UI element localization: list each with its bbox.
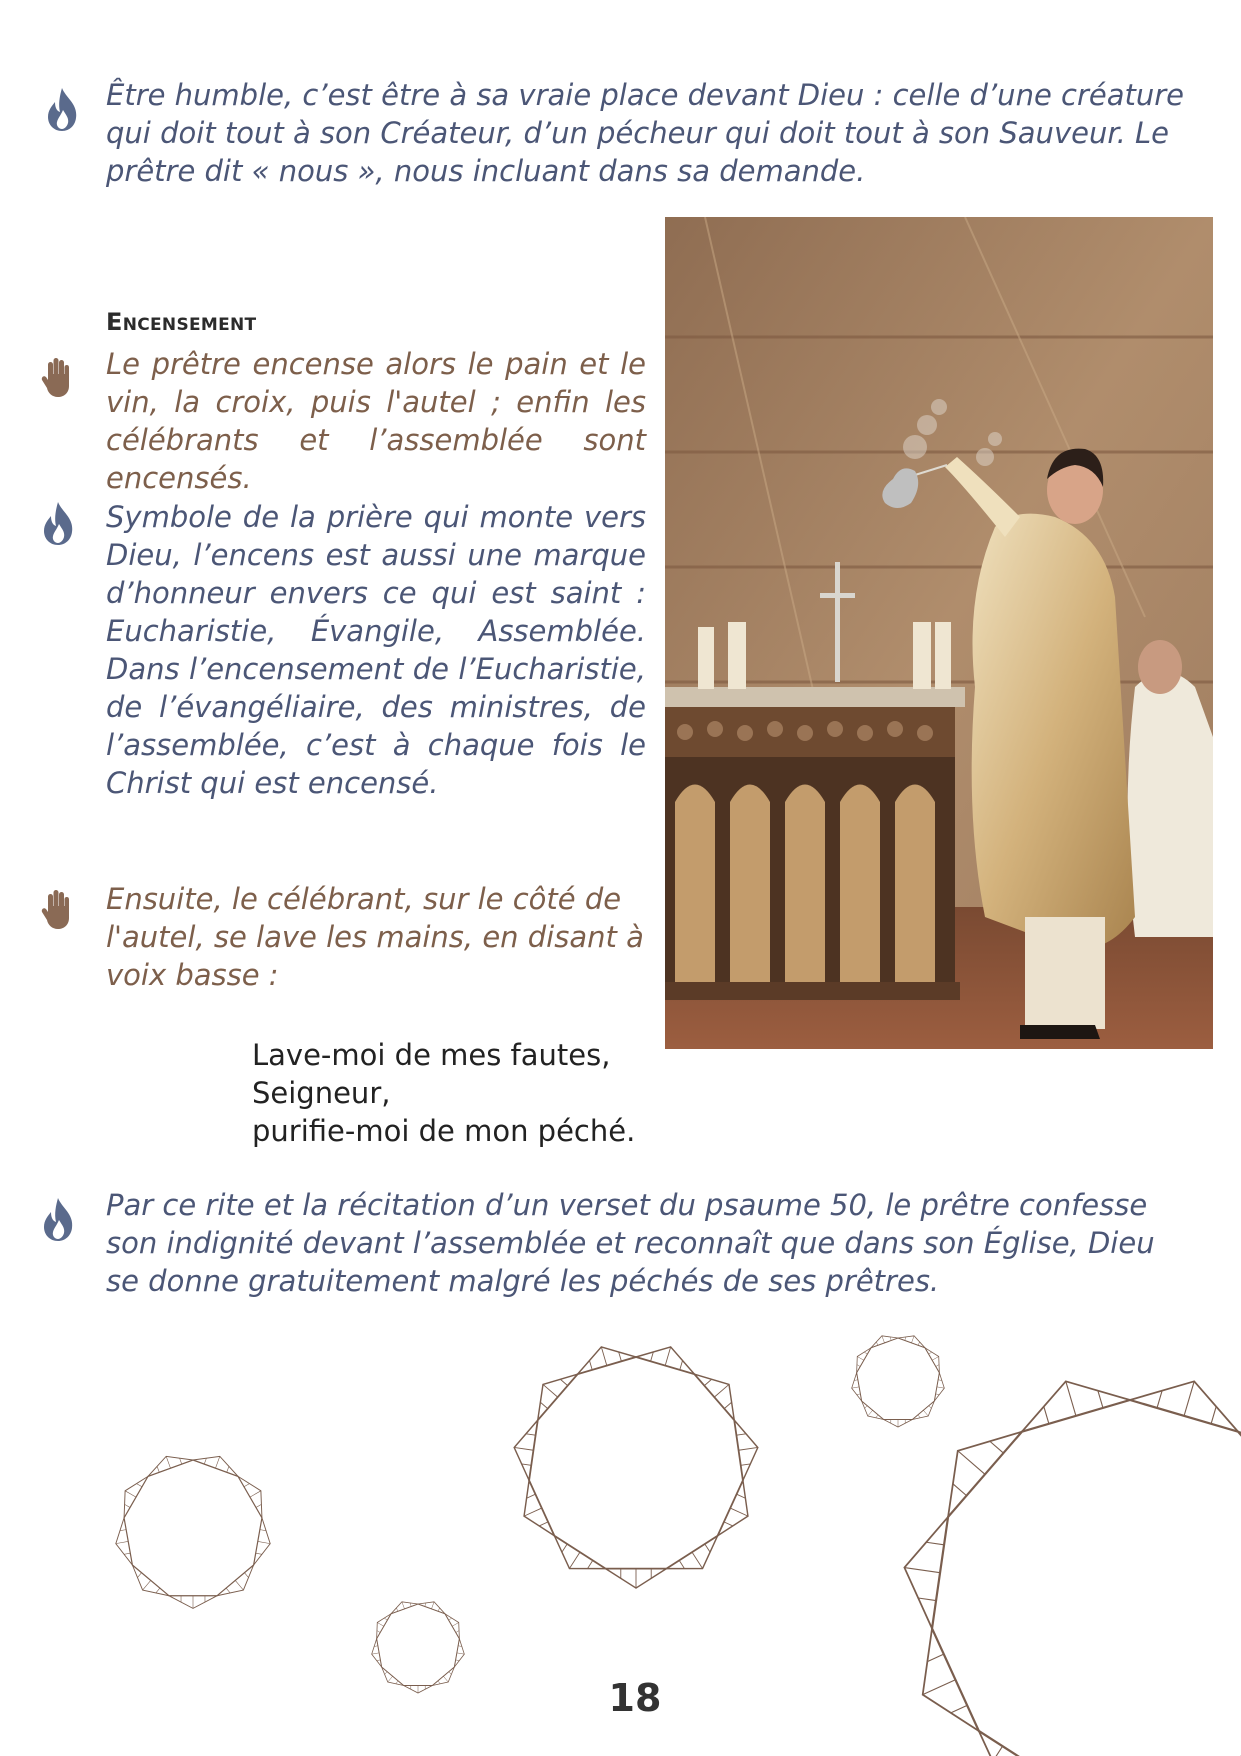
hand-icon: [40, 356, 74, 398]
decorative-star-hatch: [1184, 1381, 1194, 1416]
decorative-star-hatch: [457, 1653, 464, 1654]
decorative-star-hatch: [372, 1653, 379, 1654]
decorative-star-spike: [636, 1347, 694, 1374]
decorative-star-hatch: [953, 1484, 967, 1496]
decorative-star-hatch: [936, 1394, 940, 1395]
decorative-star-hatch: [724, 1402, 731, 1408]
decorative-star-hatch: [937, 1387, 944, 1388]
flame-icon: [44, 86, 80, 132]
prayer-line: Seigneur,: [252, 1076, 391, 1110]
decorative-star-spike: [934, 1373, 944, 1401]
decorative-star-hatch: [923, 1410, 928, 1416]
decorative-star-spike: [923, 1628, 979, 1731]
decorative-star-hatch: [958, 1451, 985, 1475]
decorative-star-hatch: [679, 1560, 684, 1568]
decorative-star-hatch: [918, 1415, 920, 1418]
decorative-star-hatch: [526, 1434, 536, 1435]
decorative-star-hatch: [452, 1622, 459, 1626]
decorative-star-spike: [372, 1639, 382, 1667]
decorative-star-spike: [454, 1639, 464, 1667]
decorative-star-hatch: [244, 1484, 249, 1487]
decorative-star-hatch: [137, 1573, 141, 1578]
decorative-star-hatch: [377, 1631, 380, 1633]
decorative-star-hatch: [125, 1491, 136, 1497]
decorative-star-hatch: [396, 1608, 397, 1612]
decorative-star-hatch: [388, 1676, 393, 1682]
decorative-star-hatch: [215, 1456, 219, 1468]
decorative-star-spike: [578, 1347, 636, 1374]
decorative-star-hatch: [865, 1406, 867, 1409]
decorative-star-hatch: [1211, 1407, 1216, 1424]
decorative-star-hatch: [527, 1494, 536, 1498]
decorative-star-outline: [857, 1338, 940, 1419]
decorative-star-hatch: [402, 1602, 405, 1609]
decorative-star-hatch: [260, 1530, 266, 1531]
decorative-star-hatch: [692, 1552, 703, 1568]
decorative-star-hatch: [137, 1484, 142, 1487]
decorative-star-hatch: [227, 1466, 229, 1472]
decorative-star-hatch: [256, 1504, 261, 1507]
decorative-star-hatch: [876, 1415, 878, 1418]
decorative-star-hatch: [560, 1379, 567, 1385]
decorative-star-hatch: [524, 1508, 542, 1516]
decorative-star-hatch: [157, 1466, 159, 1472]
decorative-star-hatch: [882, 1336, 885, 1343]
decorative-star-hatch: [589, 1361, 592, 1370]
decorative-star-hatch: [156, 1588, 160, 1593]
decorative-star-spike: [1130, 1381, 1238, 1431]
decorative-star-hatch: [396, 1681, 398, 1684]
decorative-star-hatch: [438, 1681, 440, 1684]
humble-paragraph: Être humble, c’est être à sa vraie place devant Dieu : celle d’une créature qui doit tout à son Créateur, d’un pécheur qui doit tout à son Sauveur. Le prêtre dit « nous », nous incluant dans sa demande.: [106, 78, 1184, 188]
decorative-star-outline: [124, 1460, 262, 1596]
hand-icon: [40, 888, 74, 930]
prayer-line: Lave-moi de mes fautes,: [252, 1038, 611, 1072]
decorative-star-hatch: [876, 1342, 877, 1346]
psaume-paragraph: Par ce rite et la récitation d’un verset du psaume 50, le prêtre confesse son indignité devant l’assemblée et reconnaît que dans son Église, Dieu se donne gratuitement malgré les péchés de ses prêtres.: [106, 1188, 1155, 1298]
decorative-star-hatch: [456, 1631, 459, 1633]
lavabo-rubric: Ensuite, le célébrant, sur le côté de l'autel, se lave les mains, en disant à voix basse :: [106, 882, 644, 992]
decorative-star-hatch: [705, 1544, 710, 1552]
decorative-star-hatch: [124, 1553, 130, 1554]
encens-commentary: Symbole de la prière qui monte vers Dieu, l’encens est aussi une marque d’honneur envers ce qui est saint : Eucharistie, Évangile, Assemblée. Dans l’encensement de l’Eucharistie, de l’évangéliaire, des ministres, de l’assemblée, c’est à chaque fois le Christ qui est encensé.: [106, 500, 646, 800]
decorative-star-hatch: [736, 1434, 746, 1435]
section-heading: Encensement: [106, 308, 257, 336]
decorative-star-hatch: [522, 1464, 532, 1465]
decorative-star-spike: [1186, 1731, 1241, 1756]
decorative-star-spike: [116, 1518, 133, 1565]
decorative-star-hatch: [932, 1356, 939, 1360]
decorative-star-hatch: [911, 1336, 914, 1343]
decorative-star-hatch: [990, 1441, 1004, 1453]
decorative-star-hatch: [665, 1347, 670, 1366]
encensement-rubric: Le prêtre encense alors le pain et le vin, la croix, puis l'autel ; enfin les célébrants et l’assemblée sont encensés.: [106, 347, 646, 495]
decorative-star-spike: [852, 1373, 862, 1401]
decorative-star-hatch: [704, 1379, 711, 1385]
decorative-star-hatch: [449, 1618, 452, 1620]
decorative-star-hatch: [258, 1541, 270, 1543]
decorative-star-hatch: [936, 1365, 939, 1367]
flame-icon: [40, 500, 76, 546]
decorative-star-hatch: [569, 1552, 580, 1568]
decorative-star-hatch: [385, 1672, 387, 1675]
decorative-star-hatch: [1157, 1391, 1162, 1408]
decorative-star-hatch: [1098, 1391, 1103, 1408]
decorative-star-hatch: [377, 1660, 381, 1661]
decorative-star-hatch: [116, 1541, 128, 1543]
decorative-star-hatch: [739, 1447, 758, 1450]
decorative-star-spike: [1022, 1381, 1130, 1431]
decorative-star-hatch: [443, 1676, 448, 1682]
decorative-star-spike: [979, 1731, 1074, 1756]
decorative-star-hatch: [588, 1560, 593, 1568]
decorative-star-hatch: [456, 1660, 460, 1661]
decorative-star-hatch: [904, 1568, 940, 1573]
decorative-star-outline: [377, 1604, 460, 1685]
decorative-star-hatch: [929, 1406, 931, 1409]
decorative-star-outline: [529, 1357, 743, 1569]
decorative-star-hatch: [741, 1464, 751, 1465]
decorative-star-hatch: [927, 1654, 943, 1661]
decorative-star-hatch: [1066, 1381, 1076, 1416]
decorative-star-hatch: [562, 1544, 567, 1552]
decorative-star-hatch: [724, 1522, 733, 1526]
decorative-star-hatch: [438, 1608, 439, 1612]
decorative-star-hatch: [235, 1580, 243, 1590]
decorative-star-hatch: [143, 1580, 151, 1590]
decorative-star-hatch: [226, 1588, 230, 1593]
decorative-star-hatch: [180, 1458, 182, 1464]
decorative-star-hatch: [864, 1352, 867, 1354]
decorative-star-hatch: [857, 1356, 864, 1360]
decorative-star-hatch: [1044, 1407, 1049, 1424]
decorative-star-hatch: [431, 1602, 434, 1609]
lavabo-prayer: [252, 1036, 635, 1150]
decorative-star-hatch: [244, 1573, 248, 1578]
decorative-star-hatch: [857, 1394, 861, 1395]
decorative-star-hatch: [377, 1622, 384, 1626]
decorative-star-hatch: [250, 1491, 261, 1497]
page-number: 18: [608, 1676, 662, 1720]
decorative-star-hatch: [929, 1352, 932, 1354]
prayer-line: purifie-moi de mon péché.: [252, 1114, 636, 1148]
decorative-star-hatch: [852, 1387, 859, 1388]
decorative-star-hatch: [120, 1530, 126, 1531]
decorative-star-hatch: [680, 1361, 683, 1370]
decorative-star-hatch: [539, 1522, 548, 1526]
decorative-star-hatch: [449, 1672, 451, 1675]
decorative-star-hatch: [540, 1402, 547, 1408]
decorative-star-spike: [904, 1517, 948, 1629]
decorative-star-hatch: [923, 1680, 956, 1695]
decorative-star-hatch: [714, 1384, 729, 1397]
flame-icon: [40, 1196, 76, 1242]
decorative-star-hatch: [737, 1494, 746, 1498]
incensing-photo: [665, 217, 1213, 1049]
decorative-star-hatch: [951, 1705, 967, 1712]
decorative-star-hatch: [993, 1746, 1003, 1756]
decorative-star-hatch: [926, 1542, 944, 1545]
decorative-star-hatch: [384, 1618, 387, 1620]
decorative-star-hatch: [918, 1598, 936, 1601]
decorative-star-hatch: [857, 1365, 860, 1367]
decorative-star-hatch: [204, 1458, 206, 1464]
decorative-star-hatch: [543, 1384, 558, 1397]
decorative-star-hatch: [514, 1447, 533, 1450]
decorative-star-hatch: [601, 1347, 606, 1366]
decorative-star-hatch: [730, 1508, 748, 1516]
decorative-star-hatch: [166, 1456, 170, 1468]
decorative-star-hatch: [256, 1553, 262, 1554]
decorative-star-hatch: [125, 1504, 130, 1507]
decorative-star-outline: [932, 1400, 1241, 1756]
decorative-star-hatch: [918, 1342, 919, 1346]
decorative-star-hatch: [868, 1410, 873, 1416]
decorative-star-spike: [254, 1518, 271, 1565]
